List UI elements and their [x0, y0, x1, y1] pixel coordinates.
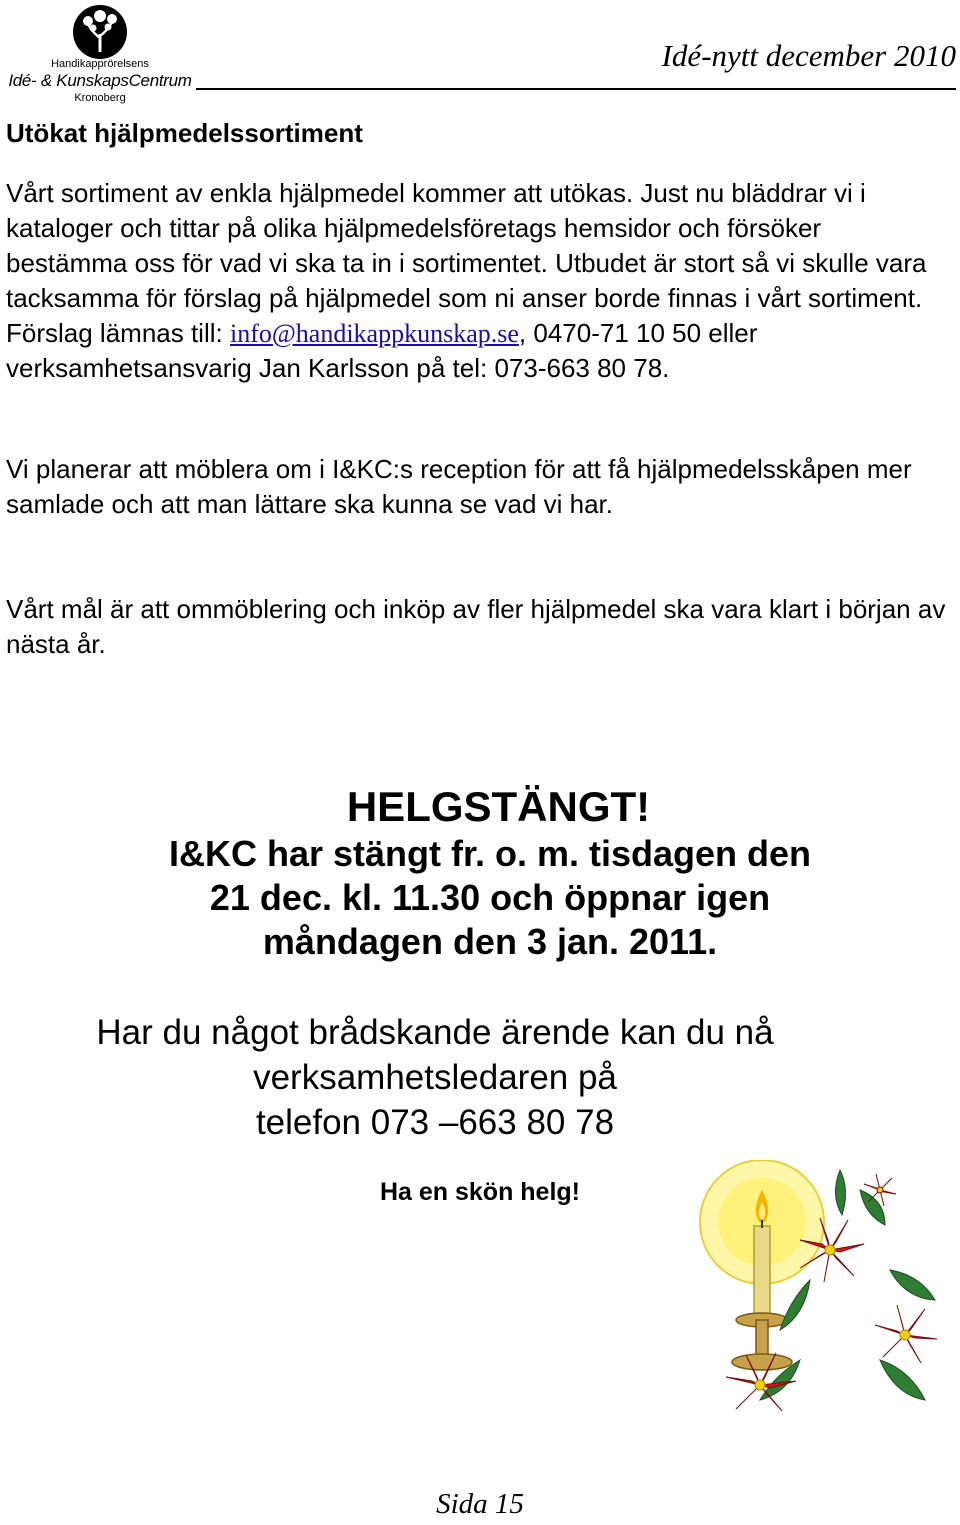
article-paragraph-3: Vårt mål är att ommöblering och inköp av fler hjälpmedel ska vara klart i början av nästa år.: [6, 594, 946, 659]
closure-notice: [60, 782, 920, 964]
urgent-contact: [30, 1010, 840, 1145]
urgent-line-1: Har du något brådskande ärende kan du nå: [96, 1013, 774, 1052]
logo-line-1: Handikapprörelsens: [51, 58, 149, 70]
farewell-text: Ha en skön helg!: [379, 1178, 581, 1206]
issue-title: Idé-nytt december 2010: [661, 38, 956, 73]
header-divider: [196, 88, 956, 90]
urgent-line-3: telefon 073 –663 80 78: [255, 1103, 615, 1142]
page-number: Sida 15: [436, 1488, 524, 1520]
closure-line-3: måndagen den 3 jan. 2011.: [262, 921, 718, 962]
logo-line-2: Idé- & KunskapsCentrum: [8, 71, 192, 90]
tree-logo-icon: [72, 4, 128, 60]
urgent-line-2: verksamhetsledaren på: [253, 1058, 617, 1097]
closure-headline: HELGSTÄNGT!: [346, 783, 651, 830]
paragraph-text: Vårt sortiment av enkla hjälpmedel kommer att utökas. Just nu bläddrar vi i kataloger och tittar på olika hjälpmedelsföretags hemsidor och försöker bestämma oss för vad vi ska ta in i sortimentet. Utbudet är stort så vi skulle vara tacksamma för förslag på hjälpmedel som ni anser borde finnas i vårt sortiment. Förslag lämnas till:: [6, 178, 927, 348]
email-link[interactable]: info@handikappkunskap.se: [229, 319, 519, 348]
candle-poinsettia-illustration: [690, 1160, 952, 1420]
article-paragraph-2: Vi planerar att möblera om i I&KC:s reception för att få hjälpmedelsskåpen mer samlade och att man lättare ska kunna se vad vi har.: [6, 454, 912, 519]
closure-line-2: 21 dec. kl. 11.30 och öppnar igen: [209, 877, 771, 918]
organization-logo: [0, 0, 200, 108]
article-paragraph-1: [6, 176, 946, 386]
closure-line-1: I&KC har stängt fr. o. m. tisdagen den: [168, 833, 812, 874]
logo-line-3: Kronoberg: [74, 92, 126, 104]
article-title: Utökat hjälpmedelssortiment: [6, 118, 363, 148]
paragraph-text-continued: , 0470-71 10 50 eller verksamhetsansvarig Jan Karlsson på tel: 073-663 80 78.: [6, 318, 758, 383]
page-header: [0, 0, 960, 110]
